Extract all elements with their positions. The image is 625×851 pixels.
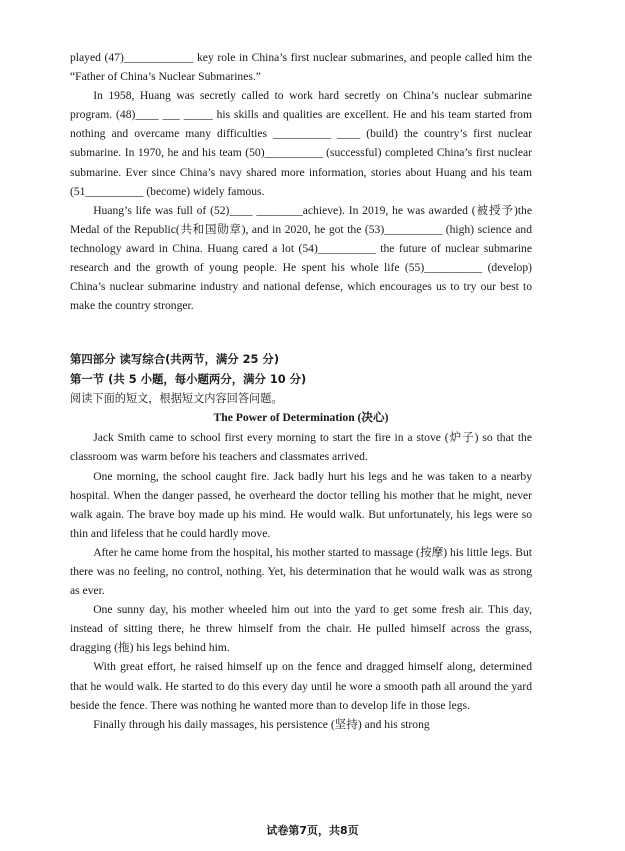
passage-paragraph: Huang’s life was full of (52)____ ________achieve). In 2019, he was awarded (被授予)the Medal of the Republic(共和国勋章), and in 2020, he got the (53)__________ (high) science and technology award in China. Huang cared a lot (54)__________ the future of nuclear submarine research and the growth of young people. He spent his whole life (55)__________ (develop) China’s nuclear submarine industry and national defense, which encourages us to try our best to make the country stronger. bbox=[70, 203, 532, 313]
passage-paragraph: In 1958, Huang was secretly called to work hard secretly on China’s nuclear submarine program. (48)____ ___ _____ his skills and qualities are excellent. He and his team started from nothing and overcame many difficulties __________ ____ (build) the country’s first nuclear submarine. In 1970, he and his team (50)__________ (successful) completed China’s first nuclear submarine. Ever since China’s navy shared more information, stories about Huang and his team (51__________ (become) widely famous. bbox=[70, 89, 532, 198]
article-paragraph: One morning, the school caught fire. Jack badly hurt his legs and he was taken to a nearby hospital. When the danger passed, he overheard the doctor telling his mother that he might, never walk again. The brave boy made up his mind. He would walk. But unfortunately, his legs were so thin and lifeless that he could hardly move. bbox=[70, 469, 532, 540]
passage-paragraph: played (47)____________ key role in China’s first nuclear submarines, and people called him the “Father of China’s Nuclear Submarines.” bbox=[70, 51, 532, 84]
article-paragraph: With great effort, he raised himself up on the fence and dragged himself along, determined that he would walk. He started to do this every day until he wore a smooth path all around the yard beside the fence. There was nothing he wanted more than to develop life in those legs. bbox=[70, 660, 532, 712]
section-subheading: 第一节 (共 5 小题，每小题两分，满分 10 分) bbox=[70, 372, 307, 387]
article-paragraph: After he came home from the hospital, his mother started to massage (按摩) his little legs. But there was no feeling, no control, nothing. Yet, his determination that he would walk was as strong as ever. bbox=[70, 545, 532, 598]
page-footer: 试卷第7页，共8页 bbox=[266, 824, 359, 837]
article-paragraph: Finally through his daily massages, his persistence (坚持) and his strong bbox=[93, 717, 430, 731]
section-heading: 第四部分 读写综合(共两节，满分 25 分) bbox=[70, 352, 280, 367]
article-paragraph: One sunny day, his mother wheeled him out into the yard to get some fresh air. This day, instead of sitting there, he threw himself from the chair. He pulled himself across the grass, dragging (拖) his legs behind him. bbox=[70, 603, 532, 655]
article-title: The Power of Determination (决心) bbox=[213, 411, 389, 425]
article-paragraph: Jack Smith came to school first every morning to start the fire in a stove (炉子) so that the classroom was warm before his teachers and classmates arrived. bbox=[70, 431, 532, 464]
section-header bbox=[70, 349, 532, 408]
exam-page bbox=[70, 48, 532, 734]
section-instruction: 阅读下面的短文，根据短文内容回答问题。 bbox=[70, 392, 283, 406]
